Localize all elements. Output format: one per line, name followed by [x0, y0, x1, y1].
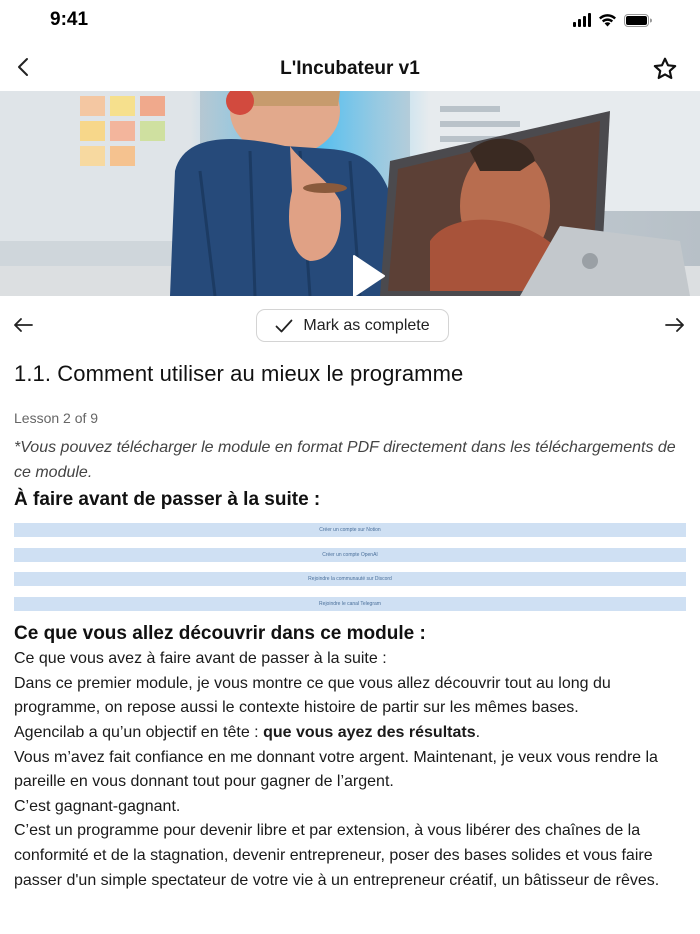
previous-lesson-button[interactable]: [10, 312, 36, 338]
mark-complete-button[interactable]: [256, 309, 449, 342]
paragraph: Dans ce premier module, je vous montre ce que vous allez découvrir tout au long du programme, on repose aussi le contexte histoire de partir sur les mêmes bases.: [14, 674, 611, 717]
lesson-title: 1.1. Comment utiliser au mieux le programme: [14, 361, 464, 386]
todo-link-notion[interactable]: Créer un compte sur Notion: [14, 523, 686, 537]
arrow-left-icon: [13, 318, 33, 332]
todo-list: [14, 523, 690, 611]
check-icon: [275, 319, 293, 333]
page-title: L'Incubateur v1: [280, 58, 420, 79]
status-time: 9:41: [50, 9, 89, 30]
mark-complete-label: Mark as complete: [303, 316, 430, 334]
paragraph-text: Agencilab a qu’un objectif en tête :: [14, 723, 264, 741]
paragraph: C’est gagnant-gagnant.: [14, 797, 181, 815]
paragraph: Vous m’avez fait confiance en me donnant votre argent. Maintenant, je veux vous rendre la pareille en vous donnant tout pour gagner de l’argent.: [14, 748, 658, 791]
arrow-right-icon: [665, 318, 685, 332]
favorite-button[interactable]: [650, 54, 680, 84]
wifi-icon: [598, 13, 617, 27]
todo-heading: À faire avant de passer à la suite :: [14, 489, 321, 511]
status-bar: [0, 0, 700, 40]
play-icon[interactable]: [340, 251, 390, 296]
discover-heading: Ce que vous allez découvrir dans ce module :: [14, 623, 426, 645]
todo-link-discord[interactable]: Rejoindre la communauté sur Discord: [14, 572, 686, 586]
paragraph: Ce que vous avez à faire avant de passer à la suite :: [14, 650, 387, 668]
next-lesson-button[interactable]: [662, 312, 688, 338]
star-icon: [652, 56, 678, 82]
lesson-content: [14, 436, 690, 893]
cellular-signal-icon: [573, 13, 591, 27]
video-player[interactable]: [0, 91, 700, 296]
nav-bar: [0, 48, 700, 90]
paragraph-emphasis: que vous ayez des résultats: [263, 723, 476, 741]
paragraph: [14, 721, 690, 746]
pdf-note: *Vous pouvez télécharger le module en format PDF directement dans les téléchargements de ce module.: [14, 439, 676, 481]
todo-link-openai[interactable]: Créer un compte OpenAI: [14, 548, 686, 562]
battery-icon: [624, 14, 652, 27]
paragraph: C’est un programme pour devenir libre et par extension, à vous libérer des chaînes de la conformité et de la stagnation, devenir entrepreneur, poser des bases solides et vous faire passer d'un simple spectateur de votre vie à un entrepreneur créatif, un bâtisseur de rêves.: [14, 822, 660, 889]
paragraph-text: .: [475, 723, 481, 741]
lesson-progress: Lesson 2 of 9: [14, 410, 99, 426]
todo-link-telegram[interactable]: Rejoindre le canal Telegram: [14, 597, 686, 611]
lesson-navigation: [0, 306, 700, 344]
status-icons: [573, 13, 652, 27]
